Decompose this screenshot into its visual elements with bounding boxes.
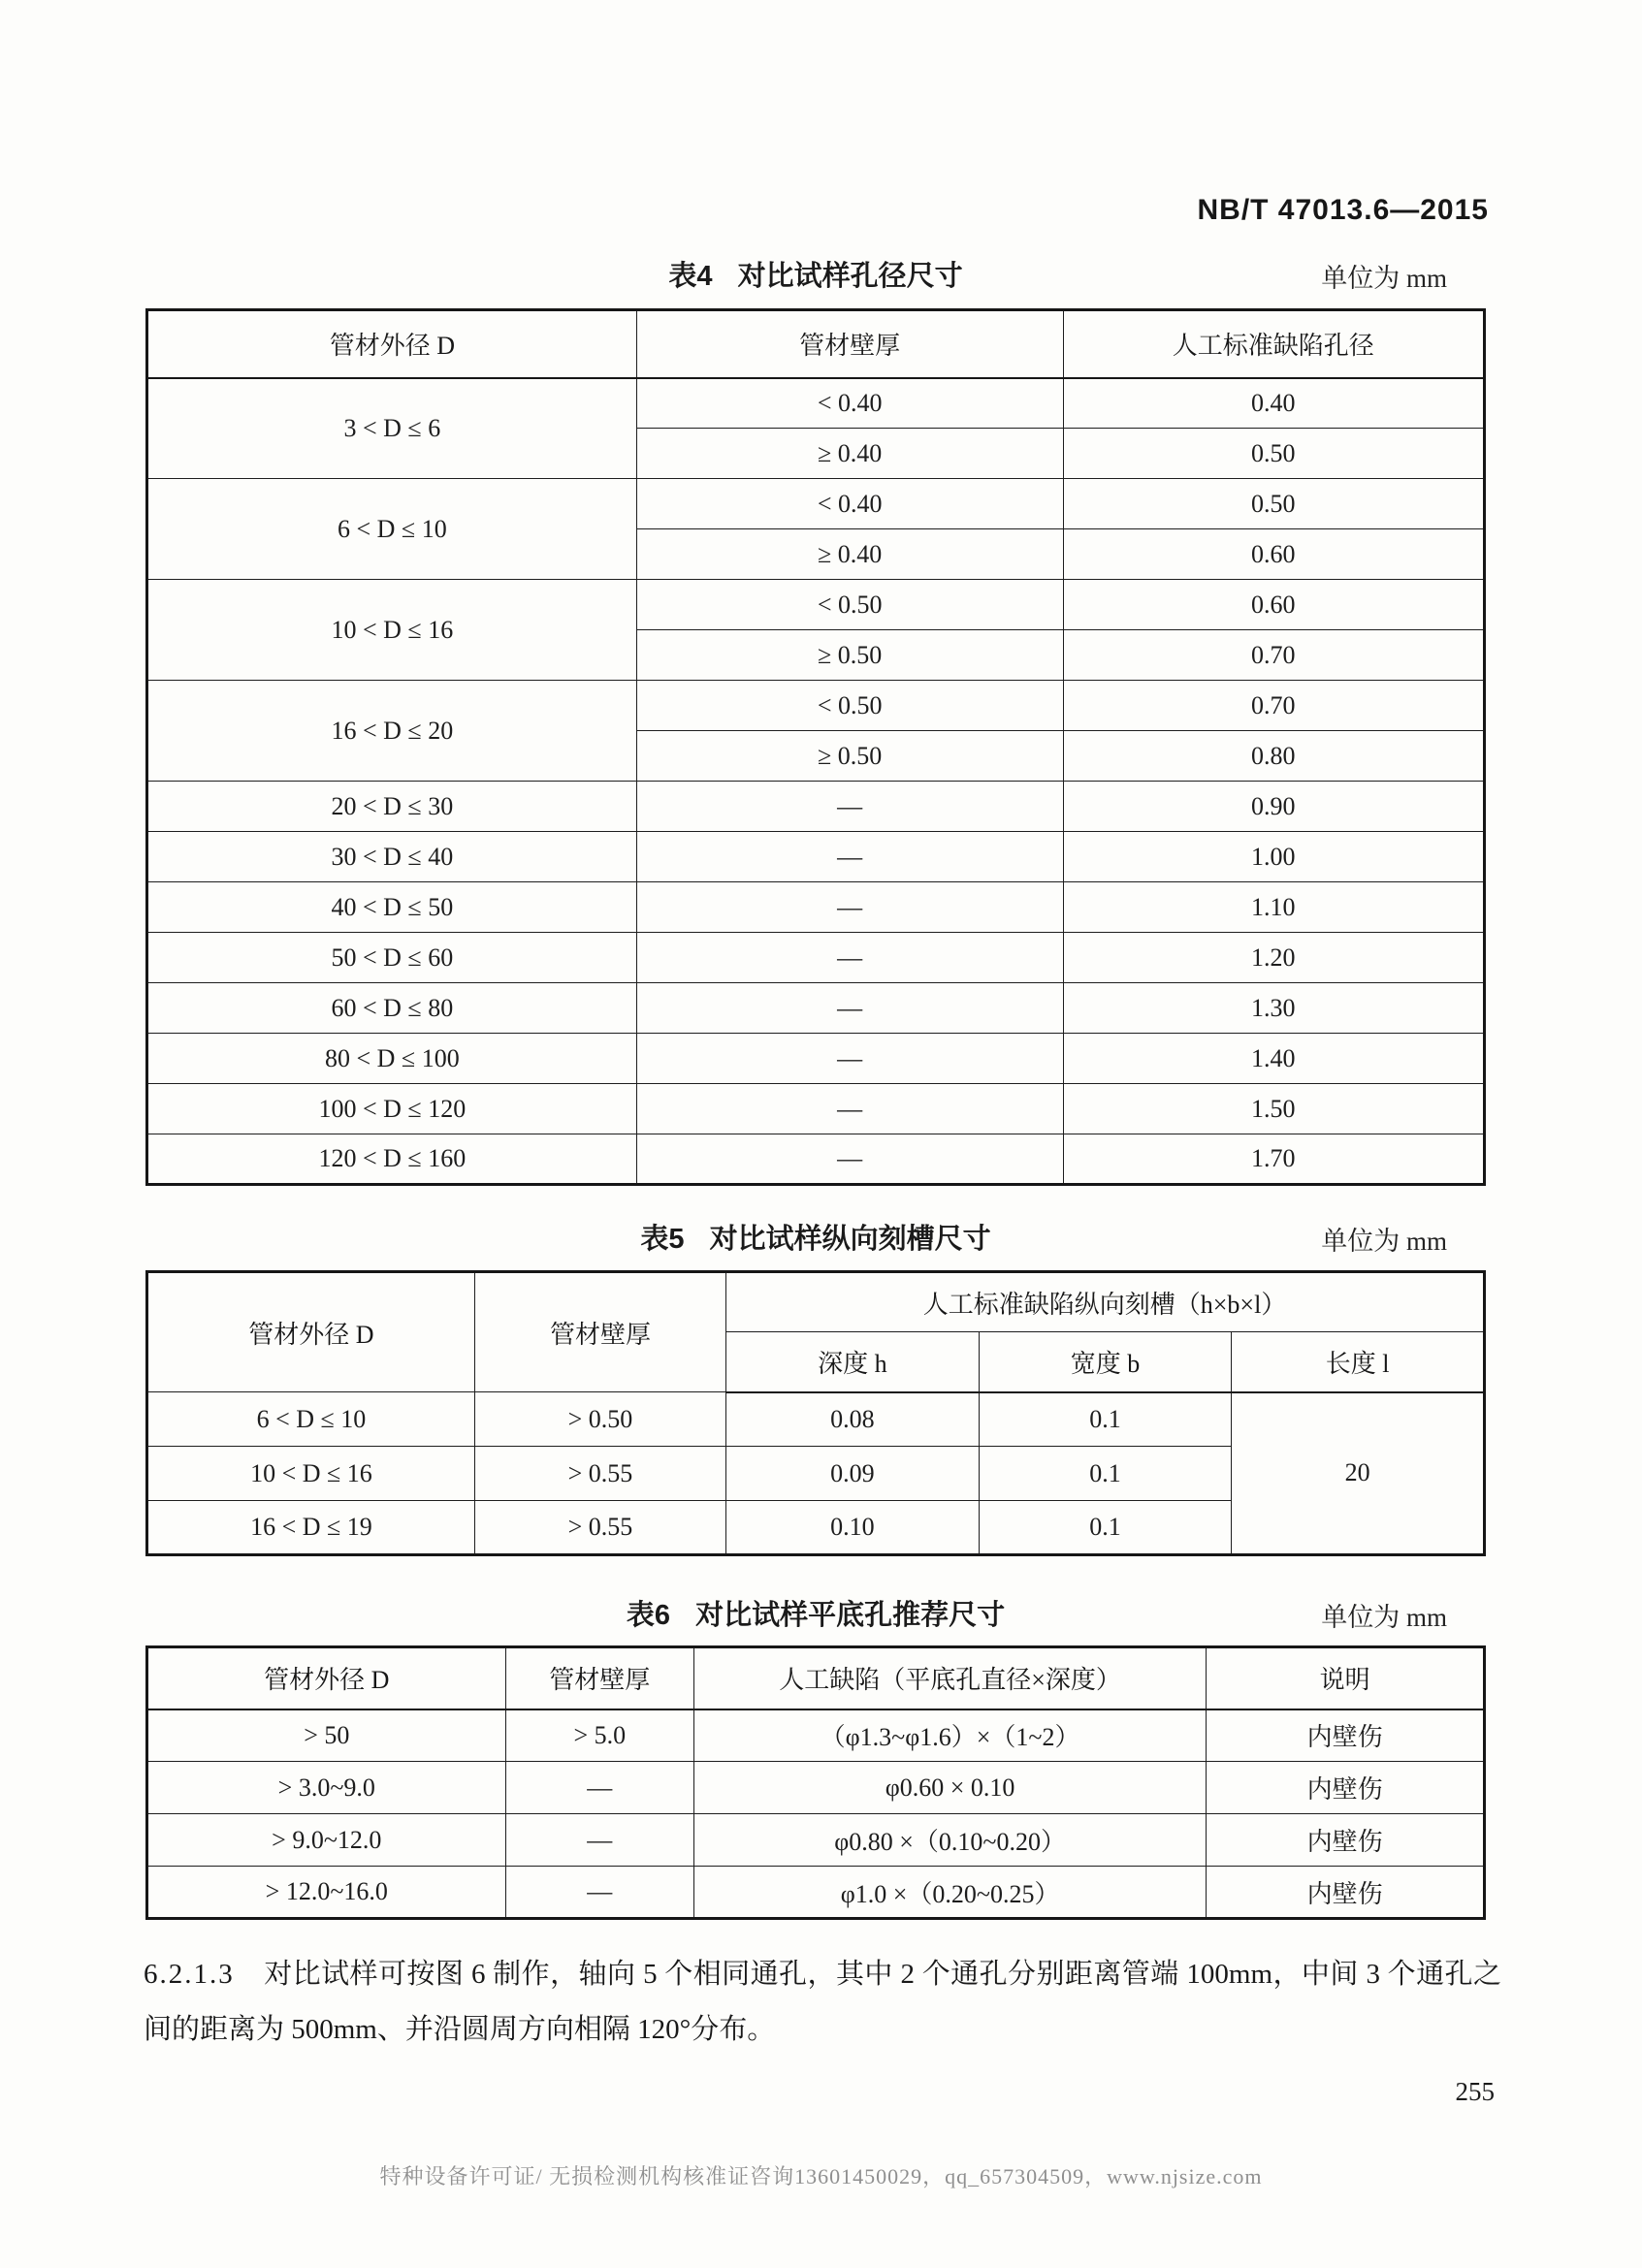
t6-wall: — xyxy=(505,1814,693,1867)
t4-d-range: 80 < D ≤ 100 xyxy=(147,1034,637,1084)
table-row xyxy=(147,1084,1485,1134)
t4-hole: 1.40 xyxy=(1063,1034,1484,1084)
table4-header-wall-thickness: 管材壁厚 xyxy=(636,310,1063,378)
table6-header-note: 说明 xyxy=(1207,1647,1485,1709)
t4-d-range: 40 < D ≤ 50 xyxy=(147,882,637,933)
table6-caption-number: 表6 xyxy=(626,1600,671,1631)
t4-hole: 0.70 xyxy=(1063,681,1484,731)
table-row xyxy=(147,1709,1485,1762)
table4-caption xyxy=(145,254,1486,294)
table-row xyxy=(147,1867,1485,1919)
t6-wall: > 5.0 xyxy=(505,1709,693,1762)
table-row xyxy=(147,983,1485,1034)
doc-standard-number: NB/T 47013.6—2015 xyxy=(1197,194,1489,226)
t6-defect: φ0.80 ×（0.10~0.20） xyxy=(694,1814,1207,1867)
t4-hole: 0.60 xyxy=(1063,529,1484,580)
t4-d-range: 6 < D ≤ 10 xyxy=(147,479,637,580)
t5-depth: 0.09 xyxy=(726,1447,980,1501)
t4-hole: 0.40 xyxy=(1063,378,1484,429)
t6-d-range: > 3.0~9.0 xyxy=(147,1762,506,1814)
table-row xyxy=(147,580,1485,630)
t6-note: 内壁伤 xyxy=(1207,1762,1485,1814)
t6-note: 内壁伤 xyxy=(1207,1709,1485,1762)
table5-header-width: 宽度 b xyxy=(979,1332,1232,1392)
table5-caption-number: 表5 xyxy=(640,1224,685,1255)
clause-number: 6.2.1.3 xyxy=(144,1959,235,1990)
table5-caption-title: 对比试样纵向刻槽尺寸 xyxy=(709,1224,991,1255)
table5-header-row-1 xyxy=(147,1272,1485,1332)
t4-wall: < 0.50 xyxy=(636,580,1063,630)
t4-wall: ≥ 0.50 xyxy=(636,731,1063,782)
t4-wall: — xyxy=(636,1134,1063,1185)
t6-wall: — xyxy=(505,1762,693,1814)
table6-header-row xyxy=(147,1647,1485,1709)
t4-hole: 0.50 xyxy=(1063,479,1484,529)
t5-depth: 0.08 xyxy=(726,1392,980,1447)
t6-note: 内壁伤 xyxy=(1207,1814,1485,1867)
t5-wall: > 0.55 xyxy=(474,1501,725,1555)
table-row xyxy=(147,1762,1485,1814)
table5 xyxy=(145,1270,1486,1556)
t4-hole: 0.50 xyxy=(1063,429,1484,479)
table-row xyxy=(147,933,1485,983)
table-row xyxy=(147,832,1485,882)
table5-header-wall-thickness: 管材壁厚 xyxy=(474,1272,725,1392)
table5-header-depth: 深度 h xyxy=(726,1332,980,1392)
t5-width: 0.1 xyxy=(979,1392,1232,1447)
t4-hole: 1.00 xyxy=(1063,832,1484,882)
t5-d-range: 6 < D ≤ 10 xyxy=(147,1392,475,1447)
t6-defect: φ0.60 × 0.10 xyxy=(694,1762,1207,1814)
t4-d-range: 20 < D ≤ 30 xyxy=(147,782,637,832)
t4-wall: — xyxy=(636,832,1063,882)
table5-caption xyxy=(145,1217,1486,1257)
table-row xyxy=(147,782,1485,832)
table-row xyxy=(147,882,1485,933)
t5-depth: 0.10 xyxy=(726,1501,980,1555)
t4-d-range: 16 < D ≤ 20 xyxy=(147,681,637,782)
t4-wall: — xyxy=(636,1034,1063,1084)
t4-hole: 0.80 xyxy=(1063,731,1484,782)
t4-hole: 1.50 xyxy=(1063,1084,1484,1134)
t4-wall: — xyxy=(636,882,1063,933)
t5-width: 0.1 xyxy=(979,1447,1232,1501)
table6-header-outer-diameter: 管材外径 D xyxy=(147,1647,506,1709)
table5-unit-label: 单位为 mm xyxy=(1321,1227,1447,1256)
table5-header-groove: 人工标准缺陷纵向刻槽（h×b×l） xyxy=(726,1272,1485,1332)
t6-wall: — xyxy=(505,1867,693,1919)
t6-defect: φ1.0 ×（0.20~0.25） xyxy=(694,1867,1207,1919)
t6-d-range: > 50 xyxy=(147,1709,506,1762)
t4-wall: — xyxy=(636,933,1063,983)
t4-d-range: 120 < D ≤ 160 xyxy=(147,1134,637,1185)
t4-d-range: 30 < D ≤ 40 xyxy=(147,832,637,882)
table6-header-defect: 人工缺陷（平底孔直径×深度） xyxy=(694,1647,1207,1709)
table5-header-outer-diameter: 管材外径 D xyxy=(147,1272,475,1392)
t4-hole: 1.70 xyxy=(1063,1134,1484,1185)
clause-paragraph xyxy=(144,1947,1501,2058)
table4-caption-row xyxy=(145,254,1486,293)
table4-caption-number: 表4 xyxy=(668,261,713,292)
t4-d-range: 100 < D ≤ 120 xyxy=(147,1084,637,1134)
table6-caption-row xyxy=(145,1593,1486,1632)
table4-unit-label: 单位为 mm xyxy=(1321,264,1447,293)
table4-header-outer-diameter: 管材外径 D xyxy=(147,310,637,378)
table6 xyxy=(145,1645,1486,1920)
t4-wall: ≥ 0.40 xyxy=(636,529,1063,580)
table6-header-wall-thickness: 管材壁厚 xyxy=(505,1647,693,1709)
table-row xyxy=(147,1392,1485,1447)
t4-wall: < 0.40 xyxy=(636,378,1063,429)
table6-caption xyxy=(145,1593,1486,1633)
t4-wall: — xyxy=(636,782,1063,832)
table4-header-row xyxy=(147,310,1485,378)
t4-wall: < 0.50 xyxy=(636,681,1063,731)
t4-wall: < 0.40 xyxy=(636,479,1063,529)
t5-width: 0.1 xyxy=(979,1501,1232,1555)
table6-unit-label: 单位为 mm xyxy=(1321,1603,1447,1632)
table-row xyxy=(147,479,1485,529)
table-row xyxy=(147,1034,1485,1084)
clause-text: 对比试样可按图 6 制作，轴向 5 个相同通孔，其中 2 个通孔分别距离管端 100mm，中间 3 个通孔之间的距离为 500mm、并沿圆周方向相隔 120°分布。 xyxy=(144,1959,1501,2045)
t5-length-merged: 20 xyxy=(1232,1392,1485,1555)
t4-hole: 0.60 xyxy=(1063,580,1484,630)
t6-d-range: > 12.0~16.0 xyxy=(147,1867,506,1919)
t6-note: 内壁伤 xyxy=(1207,1867,1485,1919)
table-row xyxy=(147,1814,1485,1867)
t5-wall: > 0.50 xyxy=(474,1392,725,1447)
t6-d-range: > 9.0~12.0 xyxy=(147,1814,506,1867)
table4 xyxy=(145,308,1486,1186)
t4-wall: ≥ 0.50 xyxy=(636,630,1063,681)
page-number: 255 xyxy=(1455,2077,1495,2106)
t4-d-range: 3 < D ≤ 6 xyxy=(147,378,637,479)
table-row xyxy=(147,681,1485,731)
t4-hole: 1.20 xyxy=(1063,933,1484,983)
t4-wall: — xyxy=(636,983,1063,1034)
t4-hole: 1.10 xyxy=(1063,882,1484,933)
table4-caption-title: 对比试样孔径尺寸 xyxy=(737,261,963,292)
table-row xyxy=(147,1134,1485,1185)
t4-d-range: 60 < D ≤ 80 xyxy=(147,983,637,1034)
table5-caption-row xyxy=(145,1217,1486,1256)
t4-d-range: 10 < D ≤ 16 xyxy=(147,580,637,681)
t4-wall: — xyxy=(636,1084,1063,1134)
t5-wall: > 0.55 xyxy=(474,1447,725,1501)
t4-hole: 1.30 xyxy=(1063,983,1484,1034)
t4-hole: 0.90 xyxy=(1063,782,1484,832)
t4-d-range: 50 < D ≤ 60 xyxy=(147,933,637,983)
table4-header-hole-diameter: 人工标准缺陷孔径 xyxy=(1063,310,1484,378)
t6-defect: （φ1.3~φ1.6）×（1~2） xyxy=(694,1709,1207,1762)
t5-d-range: 16 < D ≤ 19 xyxy=(147,1501,475,1555)
t5-d-range: 10 < D ≤ 16 xyxy=(147,1447,475,1501)
table5-header-length: 长度 l xyxy=(1232,1332,1485,1392)
table-row xyxy=(147,378,1485,429)
footer-watermark: 特种设备许可证/ 无损检测机构核准证咨询13601450029，qq_657304509，www.njsize.com xyxy=(379,2164,1263,2188)
t4-wall: ≥ 0.40 xyxy=(636,429,1063,479)
t4-hole: 0.70 xyxy=(1063,630,1484,681)
table6-caption-title: 对比试样平底孔推荐尺寸 xyxy=(695,1600,1006,1631)
